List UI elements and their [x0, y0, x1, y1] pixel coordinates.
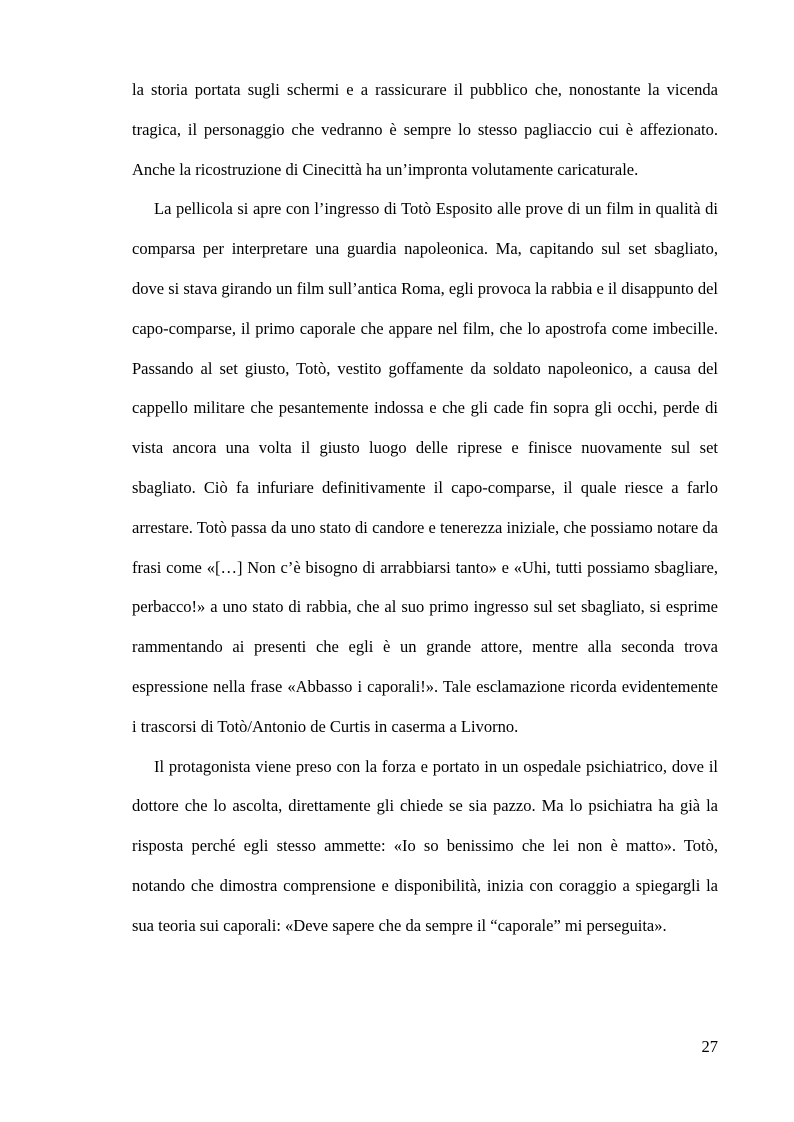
paragraph-3: Il protagonista viene preso con la forza e portato in un ospedale psichiatrico, dove il dottore che lo ascolta, direttamente gli chiede se sia pazzo. Ma lo psichiatra ha già la risposta perché egli stesso ammette: «Io so benissimo che lei non è matto». Totò, notando che dimostra comprensione e disponibilità, inizia con coraggio a spiegargli la sua teoria sui caporali: «Deve sapere che da sempre il “caporale” mi perseguita». — [132, 756, 718, 935]
paragraph-2: La pellicola si apre con l’ingresso di Totò Esposito alle prove di un film in qualità di comparsa per interpretare una guardia napoleonica. Ma, capitando sul set sbagliato, dove si stava girando un film sull’antica Roma, egli provoca la rabbia e il disappunto del capo-comparse, il primo caporale che appare nel film, che lo apostrofa come imbecille. Passando al set giusto, Totò, vestito goffamente da soldato napoleonico, a causa del cappello militare che pesantemente indossa e che gli cade fin sopra gli occhi, perde di vista ancora una volta il giusto luogo delle riprese e finisce nuovamente sul set sbagliato. Ciò fa infuriare definitivamente il capo-comparse, il quale riesce a farlo arrestare. Totò passa da uno stato di candore e tenerezza iniziale, che possiamo notare da frasi come «[…] Non c’è bisogno di arrabbiarsi tanto» e «Uhi, tutti possiamo sbagliare, perbacco!» a uno stato di rabbia, che al suo primo ingresso sul set sbagliato, si esprime rammentando ai presenti che egli è un grande attore, mentre alla seconda trova espressione nella frase «Abbasso i caporali!». Tale esclamazione ricorda evidentemente i trascorsi di Totò/Antonio de Curtis in caserma a Livorno. — [132, 199, 718, 736]
page-number: 27 — [701, 1037, 718, 1056]
page-body — [132, 70, 718, 946]
paragraph-1: la storia portata sugli schermi e a rassicurare il pubblico che, nonostante la vicenda tragica, il personaggio che vedranno è sempre lo stesso pagliaccio cui è affezionato. Anche la ricostruzione di Cinecittà ha un’impronta volutamente caricaturale. — [132, 80, 718, 179]
